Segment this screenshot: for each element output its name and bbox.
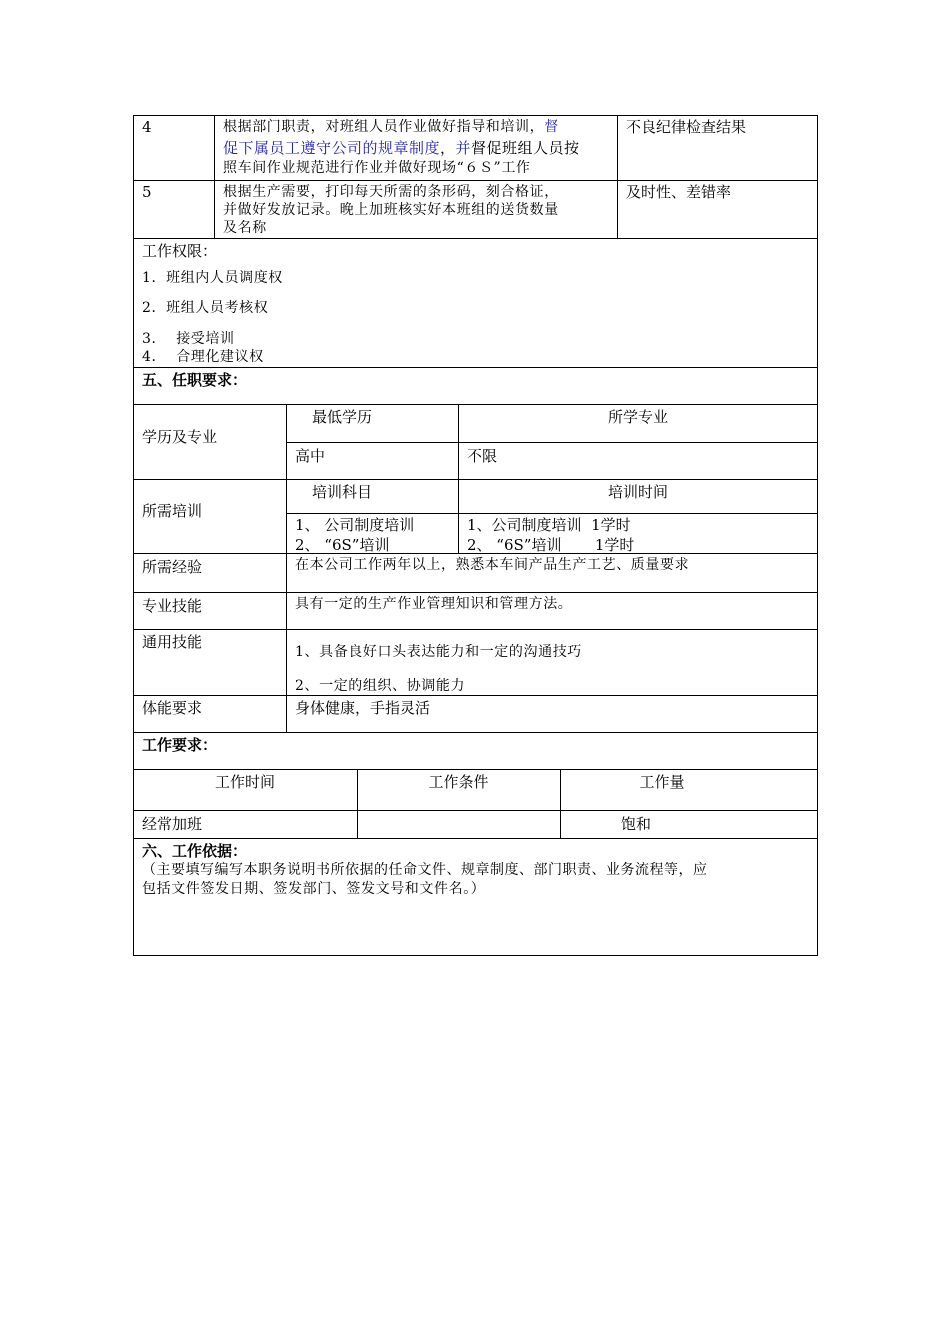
training-header: 培训时间 <box>607 483 668 501</box>
row-divider <box>133 629 818 630</box>
training-time: 2、 “6S”培训 1学时 <box>467 536 635 554</box>
row-divider <box>133 732 818 733</box>
skill-label: 专业技能 <box>142 597 203 615</box>
duty-text-highlight: 督 <box>544 119 559 135</box>
general-skill-label: 通用技能 <box>142 633 203 651</box>
duty-text-line: 并做好发放记录。晚上加班核实好本班组的送货数量 <box>223 202 559 218</box>
experience-label: 所需经验 <box>142 558 203 576</box>
row-divider <box>286 442 818 443</box>
duty-number: 5 <box>142 183 152 201</box>
row-divider <box>133 838 818 839</box>
work-req-header: 工作条件 <box>428 773 489 791</box>
work-req-header: 工作量 <box>639 773 685 791</box>
edu-header: 所学专业 <box>607 408 668 426</box>
duty-text-line: 根据生产需要，打印每天所需的条形码，刻合格证， <box>223 184 559 200</box>
edu-value: 高中 <box>295 447 326 465</box>
work-req-header: 工作时间 <box>214 773 275 791</box>
work-req-title: 工作要求： <box>142 736 218 754</box>
training-subject: 2、 “6S”培训 <box>295 536 390 554</box>
authority-item: 4． 合理化建议权 <box>142 349 264 365</box>
training-label: 所需培训 <box>142 502 203 520</box>
work-req-value: 饱和 <box>621 815 652 833</box>
training-header: 培训科目 <box>312 483 373 501</box>
physical-value: 身体健康，手指灵活 <box>295 699 431 717</box>
row-divider <box>133 367 818 368</box>
duty-text-part: ， <box>440 139 456 157</box>
row-divider <box>133 479 818 480</box>
row-divider <box>133 810 818 811</box>
duty-text-part: 根据部门职责，对班组人员作业做好指导和培训， <box>223 119 545 135</box>
section-title: 六、工作依据： <box>142 842 248 860</box>
authority-item: 3． 接受培训 <box>142 331 235 347</box>
duty-number: 4 <box>142 118 152 136</box>
training-subject: 1、 公司制度培训 <box>295 516 415 534</box>
section6-note: （主要填写编写本职务说明书所依据的任命文件、规章制度、部门职责、业务流程等，应 <box>142 862 708 878</box>
general-skill-item: 1、具备良好口头表达能力和一定的沟通技巧 <box>295 644 582 660</box>
duty-text-highlight: 促下属员工遵守公司的规章制度 <box>223 139 441 157</box>
edu-header: 最低学历 <box>312 408 373 426</box>
row-divider <box>286 513 818 514</box>
training-time: 1、公司制度培训 1学时 <box>467 516 631 534</box>
duty-text-highlight: 并 <box>455 139 472 157</box>
duty-standard: 不良纪律检查结果 <box>626 118 747 136</box>
authority-title: 工作权限： <box>142 242 218 260</box>
experience-value: 在本公司工作两年以上，熟悉本车间产品生产工艺、质量要求 <box>295 557 690 573</box>
authority-item: 2．班组人员考核权 <box>142 300 269 316</box>
section-title: 五、任职要求： <box>142 371 248 389</box>
duty-text-line <box>223 138 580 158</box>
physical-label: 体能要求 <box>142 699 203 717</box>
duty-text-part: 督促班组人员按 <box>471 139 580 157</box>
row-divider <box>133 404 818 405</box>
duty-text-line: 及名称 <box>223 220 267 236</box>
row-divider <box>133 695 818 696</box>
section6-note: 包括文件签发日期、签发部门、签发文号和文件名。） <box>142 881 486 897</box>
col-divider <box>214 115 215 238</box>
work-req-value: 经常加班 <box>142 815 203 833</box>
row-divider <box>133 180 818 181</box>
edu-label: 学历及专业 <box>142 428 218 446</box>
duty-text-line: 照车间作业规范进行作业并做好现场“６Ｓ”工作 <box>223 160 531 176</box>
duty-standard: 及时性、差错率 <box>626 183 732 201</box>
general-skill-item: 2、一定的组织、协调能力 <box>295 678 466 694</box>
row-divider <box>133 769 818 770</box>
skill-value: 具有一定的生产作业管理知识和管理方法。 <box>295 596 573 612</box>
row-divider <box>133 238 818 239</box>
edu-value: 不限 <box>467 447 498 465</box>
col-divider <box>617 115 618 238</box>
authority-item: 1．班组内人员调度权 <box>142 270 283 286</box>
col-divider <box>286 404 287 732</box>
row-divider <box>133 592 818 593</box>
duty-text-line <box>223 117 559 137</box>
